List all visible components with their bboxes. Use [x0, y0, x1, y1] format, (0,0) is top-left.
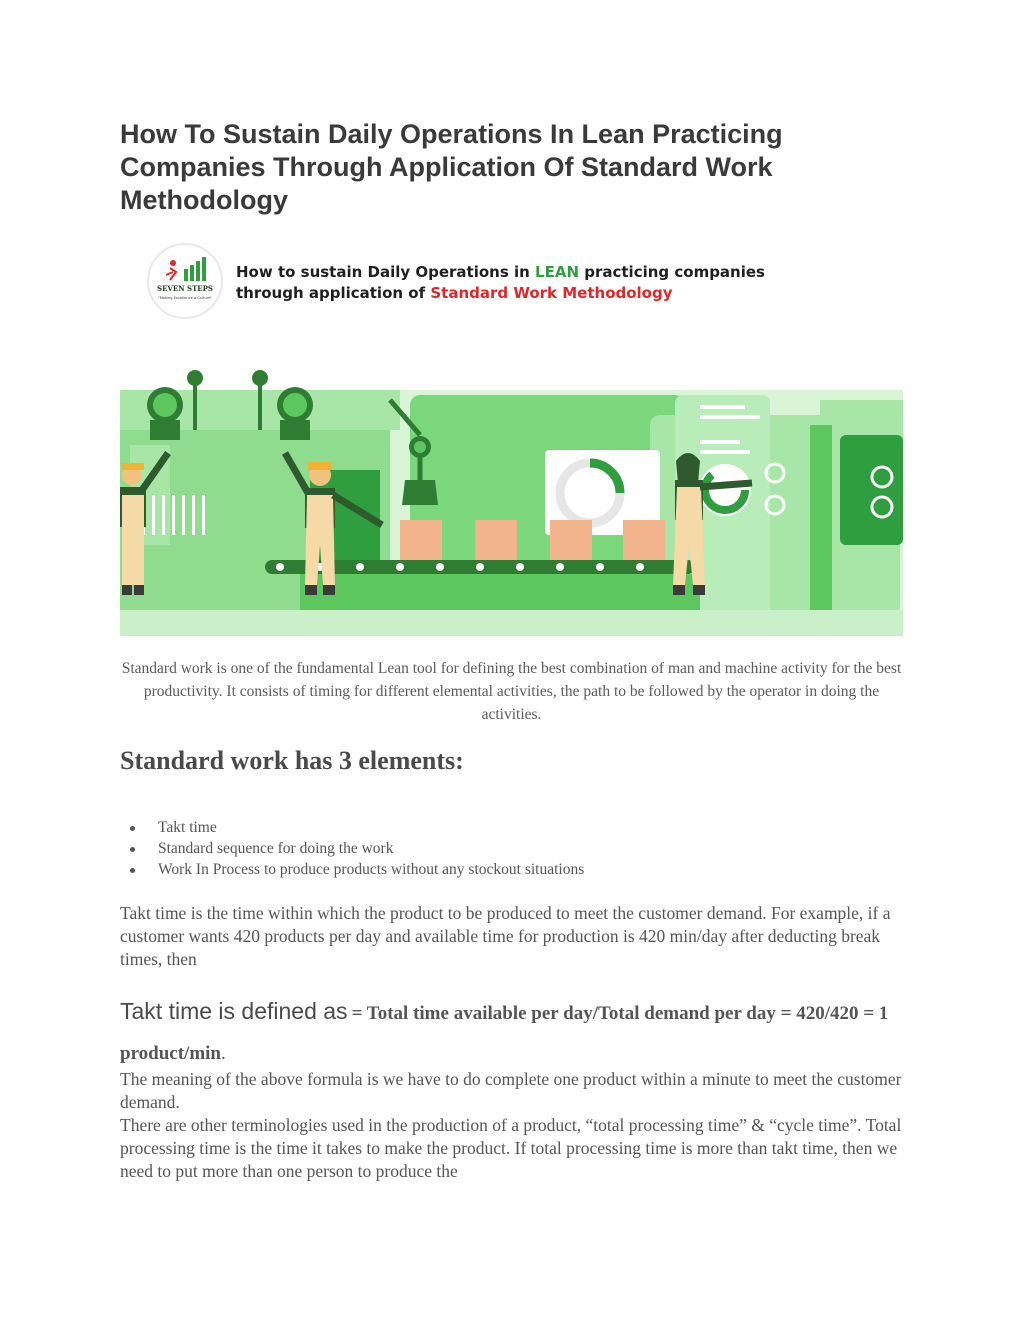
- banner-headline-line2: through application of Standard Work Methodology: [236, 284, 673, 302]
- elements-list: [120, 817, 584, 880]
- section-heading: Standard work has 3 elements:: [120, 746, 464, 775]
- banner-lean-word: LEAN: [535, 263, 580, 281]
- page-title: How To Sustain Daily Operations In Lean Practicing Companies Through Application Of Standard Work Methodology: [120, 119, 783, 215]
- terminology-paragraph: There are other terminologies used in the production of a product, “total processing time” & “cycle time”. Total processing time is the time it takes to make the product. If total processing time is more than takt time, then we need to put more than one person to produce the: [120, 1115, 902, 1181]
- intro-caption: Standard work is one of the fundamental Lean tool for defining the best combination of man and machine activity for the best productivity. It consists of timing for different elemental activities, the path to be followed by the operator in doing the activities.: [121, 660, 902, 723]
- bullet-icon: [130, 847, 135, 852]
- factory-illustration: [120, 225, 903, 636]
- meaning-paragraph: The meaning of the above formula is we have to do complete one product within a minute to meet the customer demand.: [120, 1069, 902, 1112]
- bullet-icon: [130, 826, 135, 831]
- bullet-icon: [130, 868, 135, 873]
- list-item: Work In Process to produce products without any stockout situations: [120, 859, 584, 880]
- logo-tagline: "Making Excellence a Culture": [157, 296, 213, 300]
- takt-definition-paragraph: Takt time is the time within which the product to be produced to meet the customer demand. For example, if a customer wants 420 products per day and available time for production is 420 min/day after deducting break times, then: [120, 903, 891, 969]
- takt-lead: Takt time is defined as: [120, 998, 348, 1024]
- list-item: Takt time: [120, 817, 584, 838]
- banner-illustration: [120, 225, 903, 636]
- banner-standard-work-phrase: Standard Work Methodology: [430, 284, 673, 302]
- body-text: [120, 1068, 910, 1183]
- list-item: Standard sequence for doing the work: [120, 838, 584, 859]
- takt-formula-text: = Total time available per day/Total demand per day = 420/420 = 1 product/min: [120, 1003, 889, 1064]
- takt-formula: Takt time is defined as = Total time available per day/Total demand per day = 420/420 = 1 product/min.: [120, 998, 889, 1064]
- banner-headline-line1: How to sustain Daily Operations in LEAN practicing companies: [236, 263, 765, 281]
- logo-brand: SEVEN STEPS: [157, 284, 213, 293]
